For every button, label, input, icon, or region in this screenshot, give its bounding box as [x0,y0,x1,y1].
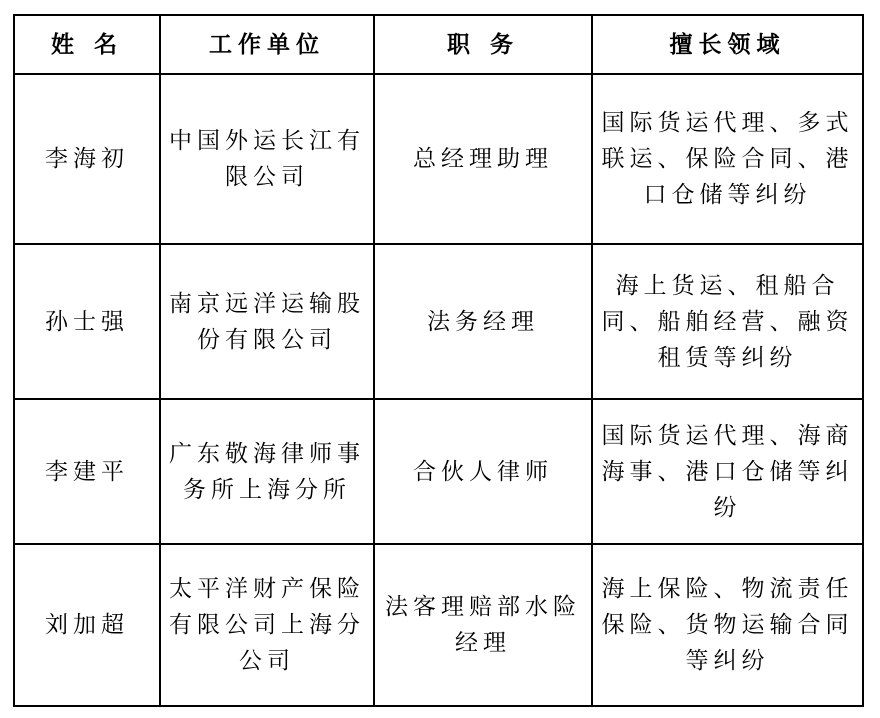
cell-expertise: 海上货运、租船合同、船舶经营、融资租赁等纠纷 [592,244,863,399]
cell-position: 总经理助理 [374,74,592,244]
cell-expertise: 国际货运代理、多式联运、保险合同、港口仓储等纠纷 [592,74,863,244]
header-employer: 工作单位 [160,15,374,74]
table-row [14,244,863,399]
cell-employer: 中国外运长江有限公司 [160,74,374,244]
table-row [14,74,863,244]
header-name: 姓 名 [14,15,160,74]
header-expertise: 擅长领域 [592,15,863,74]
cell-expertise: 海上保险、物流责任保险、货物运输合同等纠纷 [592,544,863,706]
cell-employer: 广东敬海律师事务所上海分所 [160,399,374,544]
cell-position: 法客理赔部水险经理 [374,544,592,706]
cell-name: 李海初 [14,74,160,244]
experts-table [13,14,864,707]
table-row [14,544,863,706]
cell-name: 刘加超 [14,544,160,706]
cell-employer: 南京远洋运输股份有限公司 [160,244,374,399]
cell-name: 李建平 [14,399,160,544]
cell-expertise: 国际货运代理、海商海事、港口仓储等纠纷 [592,399,863,544]
cell-position: 法务经理 [374,244,592,399]
table-row [14,399,863,544]
header-position: 职 务 [374,15,592,74]
cell-name: 孙士强 [14,244,160,399]
header-row [14,15,863,74]
cell-position: 合伙人律师 [374,399,592,544]
cell-employer: 太平洋财产保险有限公司上海分公司 [160,544,374,706]
